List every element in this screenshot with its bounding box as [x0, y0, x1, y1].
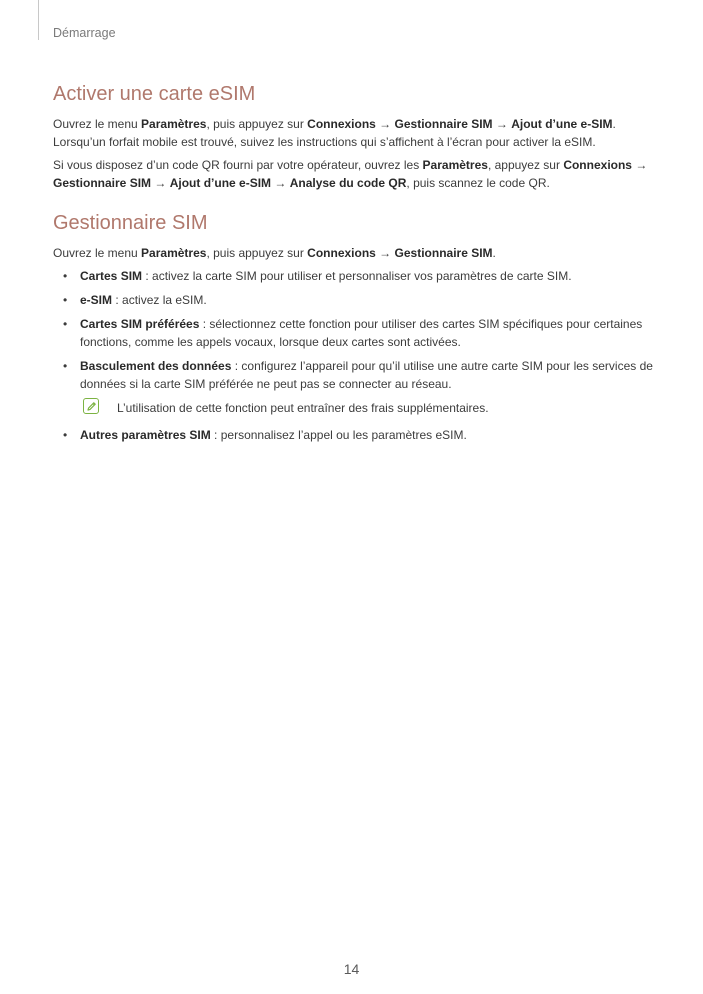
header-divider: [38, 0, 39, 40]
paragraph-gestionnaire-sim: Ouvrez le menu Paramètres, puis appuyez sur Connexions → Gestionnaire SIM.: [53, 246, 496, 260]
menu-parametres: Paramètres: [141, 246, 207, 260]
menu-gestionnaire-sim: Gestionnaire SIM: [53, 176, 152, 190]
bullet: •: [63, 428, 68, 442]
paragraph-activate-esim-2: Si vous disposez d’un code QR fourni par votre opérateur, ouvrez les Paramètres, appuyez sur Connexions → Gestionnaire SIM → Ajout d’une e-SIM → Analyse du code QR, puis scannez le code QR.: [53, 158, 648, 190]
list-item-basculement-donnees: • Basculement des données : configurez l’appareil pour qu’il utilise une autre carte SIM pour les services de données si la carte SIM préférée ne peut pas se connecter au réseau.: [63, 359, 653, 391]
bullet: •: [63, 359, 68, 373]
list-item-cartes-preferees: • Cartes SIM préférées : sélectionnez cette fonction pour utiliser des cartes SIM spécifiques pour certaines fonctions, comme les appels vocaux, lorsque deux cartes sont activées.: [63, 317, 643, 349]
list-item-cartes-sim: • Cartes SIM : activez la carte SIM pour utiliser et personnaliser vos paramètres de carte SIM.: [63, 269, 572, 283]
list-item-autres-parametres: • Autres paramètres SIM : personnalisez l’appel ou les paramètres eSIM.: [63, 428, 467, 442]
note-text: L’utilisation de cette fonction peut entraîner des frais supplémentaires.: [117, 401, 489, 415]
menu-ajout-esim: Ajout d’une e-SIM: [169, 176, 272, 190]
menu-gestionnaire-sim: Gestionnaire SIM: [394, 117, 493, 131]
bullet: •: [63, 293, 68, 307]
menu-analyse-qr: Analyse du code QR: [289, 176, 407, 190]
paragraph-activate-esim-1: Ouvrez le menu Paramètres, puis appuyez sur Connexions → Gestionnaire SIM → Ajout d’une e-SIM. Lorsqu’un forfait mobile est trouvé, suivez les instructions qui s’affichent à l’écran pour activer la eSIM.: [53, 117, 616, 149]
menu-connexions: Connexions: [307, 246, 376, 260]
bullet: •: [63, 317, 68, 331]
paragraph-activate-esim-line2: Lorsqu’un forfait mobile est trouvé, suivez les instructions qui s’affichent à l’écran pour activer la eSIM.: [53, 135, 596, 149]
section-header: Démarrage: [53, 26, 116, 40]
sim-options-list: [53, 267, 653, 393]
menu-parametres: Paramètres: [141, 117, 207, 131]
note: [80, 398, 653, 420]
menu-gestionnaire-sim: Gestionnaire SIM: [394, 246, 493, 260]
bullet: •: [63, 269, 68, 283]
heading-activate-esim: Activer une carte eSIM: [53, 83, 256, 105]
menu-parametres: Paramètres: [422, 158, 488, 172]
menu-connexions: Connexions: [307, 117, 376, 131]
sim-options-list-continued: [53, 426, 653, 444]
page-content: [53, 82, 653, 444]
menu-ajout-esim: Ajout d’une e-SIM: [511, 117, 613, 131]
note-pencil-icon: [83, 398, 99, 414]
menu-connexions: Connexions: [563, 158, 632, 172]
list-item-esim: • e-SIM : activez la eSIM.: [63, 293, 207, 307]
heading-gestionnaire-sim: Gestionnaire SIM: [53, 212, 208, 234]
page-number: 14: [343, 961, 360, 977]
